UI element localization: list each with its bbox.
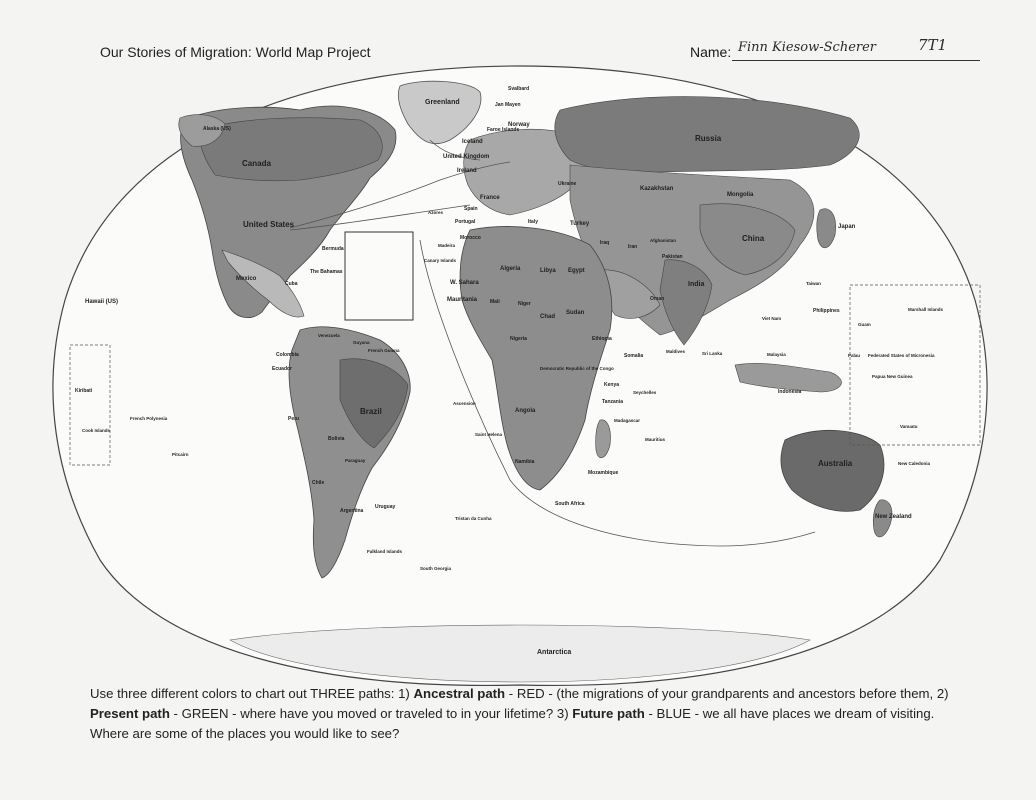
- label-paraguay: Paraguay: [345, 458, 366, 463]
- label-madagascar: Madagascar: [614, 418, 641, 423]
- label-greenland: Greenland: [425, 99, 460, 106]
- label-guam: Guam: [858, 322, 871, 327]
- label-ireland: Ireland: [457, 168, 477, 174]
- label-afghanistan: Afghanistan: [650, 238, 677, 243]
- label-ukraine: Ukraine: [558, 181, 577, 187]
- instructions-part1: Use three different colors to chart out THREE paths: 1): [90, 686, 414, 701]
- label-oman: Oman: [650, 296, 665, 302]
- label-colombia: Colombia: [276, 352, 299, 358]
- label-china: China: [742, 234, 765, 243]
- label-peru: Peru: [288, 416, 300, 422]
- label-south-africa: South Africa: [555, 501, 585, 507]
- instructions-part4: - BLUE - we all have places we dream of visiting. Where are some of the places you would like to see?: [90, 706, 935, 741]
- label-indonesia: Indonesia: [778, 389, 802, 395]
- ancestral-path-label: Ancestral path: [413, 686, 506, 701]
- label-ethiopia: Ethiopia: [592, 336, 612, 342]
- instructions-part2: - RED - (the migrations of your grandparents and ancestors before them, 2): [505, 686, 949, 701]
- label-faroe: Faroe Islands: [487, 127, 520, 133]
- label-turkey: Turkey: [570, 221, 590, 227]
- label-mexico: Mexico: [236, 276, 257, 282]
- label-vanuatu: Vanuatu: [900, 424, 918, 429]
- label-venezuela: Venezuela: [318, 333, 340, 338]
- label-spain: Spain: [464, 206, 478, 212]
- label-iceland: Iceland: [462, 139, 483, 145]
- label-somalia: Somalia: [624, 353, 644, 359]
- label-bermuda: Bermuda: [322, 246, 344, 252]
- label-new-caledonia: New Caledonia: [898, 461, 931, 466]
- label-tristan: Tristan da Cunha: [455, 516, 492, 521]
- label-seychelles: Seychelles: [633, 390, 657, 395]
- label-algeria: Algeria: [500, 266, 521, 272]
- label-mauritius: Mauritius: [645, 437, 666, 442]
- label-australia: Australia: [818, 459, 853, 468]
- label-palau: Palau: [848, 353, 861, 358]
- label-hawaii: Hawaii (US): [85, 299, 119, 305]
- label-iraq: Iraq: [600, 240, 610, 246]
- label-papua: Papua New Guinea: [872, 374, 913, 379]
- label-canada: Canada: [242, 159, 271, 168]
- label-brazil: Brazil: [360, 407, 382, 416]
- label-guyana: Guyana: [353, 340, 370, 345]
- label-libya: Libya: [540, 268, 556, 274]
- label-niger: Niger: [518, 301, 531, 307]
- label-viet-nam: Viet Nam: [762, 316, 782, 321]
- label-malaysia: Malaysia: [767, 352, 786, 357]
- label-micronesia: Federated States of Micronesia: [868, 353, 935, 358]
- instructions-text: [90, 684, 970, 744]
- label-iran: Iran: [628, 244, 638, 250]
- name-label: Name:: [690, 44, 732, 60]
- worksheet-title: Our Stories of Migration: World Map Project: [100, 44, 371, 60]
- label-ecuador: Ecuador: [272, 366, 293, 372]
- label-antarctica: Antarctica: [537, 649, 572, 656]
- label-cuba: Cuba: [285, 281, 298, 287]
- label-pakistan: Pakistan: [662, 254, 683, 260]
- name-handwritten: Finn Kiesow-Scherer: [738, 40, 877, 55]
- label-kiribati: Kiribati: [75, 388, 93, 394]
- label-sri-lanka: Sri Lanka: [702, 351, 723, 356]
- label-french-guiana: French Guiana: [368, 348, 400, 353]
- label-bahamas: The Bahamas: [310, 269, 343, 275]
- label-philippines: Philippines: [813, 308, 840, 314]
- label-south-georgia: South Georgia: [420, 566, 452, 571]
- label-drc: Democratic Republic of the Congo: [540, 366, 614, 371]
- label-mauritania: Mauritania: [447, 297, 478, 303]
- label-india: India: [688, 281, 705, 288]
- antarctica-shape: [230, 625, 810, 682]
- label-usa: United States: [243, 220, 295, 229]
- instructions-part3: - GREEN - where have you moved or traveled to in your lifetime? 3): [169, 706, 573, 721]
- label-azores: Azores: [428, 210, 444, 215]
- label-cook-islands: Cook Islands: [82, 428, 111, 433]
- label-alaska: Alaska (US): [203, 126, 231, 132]
- label-w-sahara: W. Sahara: [450, 280, 479, 286]
- label-falklands: Falkland Islands: [367, 549, 403, 554]
- label-france: France: [480, 195, 500, 201]
- label-russia: Russia: [695, 134, 722, 143]
- future-path-label: Future path: [572, 706, 645, 721]
- label-new-zealand: New Zealand: [875, 514, 912, 520]
- label-mali: Mali: [490, 299, 500, 305]
- label-french-polynesia: French Polynesia: [130, 416, 168, 421]
- class-handwritten: 7T1: [918, 36, 948, 54]
- label-angola: Angola: [515, 408, 536, 414]
- label-namibia: Namibia: [515, 459, 535, 465]
- label-jan-mayen: Jan Mayen: [495, 102, 521, 108]
- label-mongolia: Mongolia: [727, 192, 754, 198]
- label-japan: Japan: [838, 224, 856, 230]
- label-chad: Chad: [540, 314, 555, 320]
- label-maldives: Maldives: [666, 349, 686, 354]
- label-bolivia: Bolivia: [328, 436, 345, 442]
- label-portugal: Portugal: [455, 219, 476, 225]
- label-italy: Italy: [528, 219, 539, 225]
- present-path-label: Present path: [90, 706, 170, 721]
- label-egypt: Egypt: [568, 268, 585, 274]
- label-sudan: Sudan: [566, 310, 585, 316]
- label-nigeria: Nigeria: [510, 336, 527, 342]
- label-morocco: Morocco: [460, 235, 481, 241]
- label-kenya: Kenya: [604, 382, 620, 388]
- label-chile: Chile: [312, 480, 325, 486]
- label-madeira: Madeira: [438, 243, 456, 248]
- label-uruguay: Uruguay: [375, 504, 396, 510]
- label-norway: Norway: [508, 122, 530, 128]
- label-st-helena: Saint Helena: [475, 432, 503, 437]
- label-mozambique: Mozambique: [588, 470, 619, 476]
- label-kazakhstan: Kazakhstan: [640, 186, 674, 192]
- label-ascension: Ascension: [453, 401, 476, 406]
- label-tanzania: Tanzania: [602, 399, 624, 405]
- label-uk: United Kingdom: [443, 154, 490, 160]
- label-pitcairn: Pitcairn: [172, 452, 189, 457]
- label-argentina: Argentina: [340, 508, 364, 514]
- label-svalbard: Svalbard: [508, 86, 530, 92]
- label-canary: Canary Islands: [424, 258, 457, 263]
- label-taiwan: Taiwan: [806, 281, 821, 286]
- label-marshall: Marshall Islands: [908, 307, 944, 312]
